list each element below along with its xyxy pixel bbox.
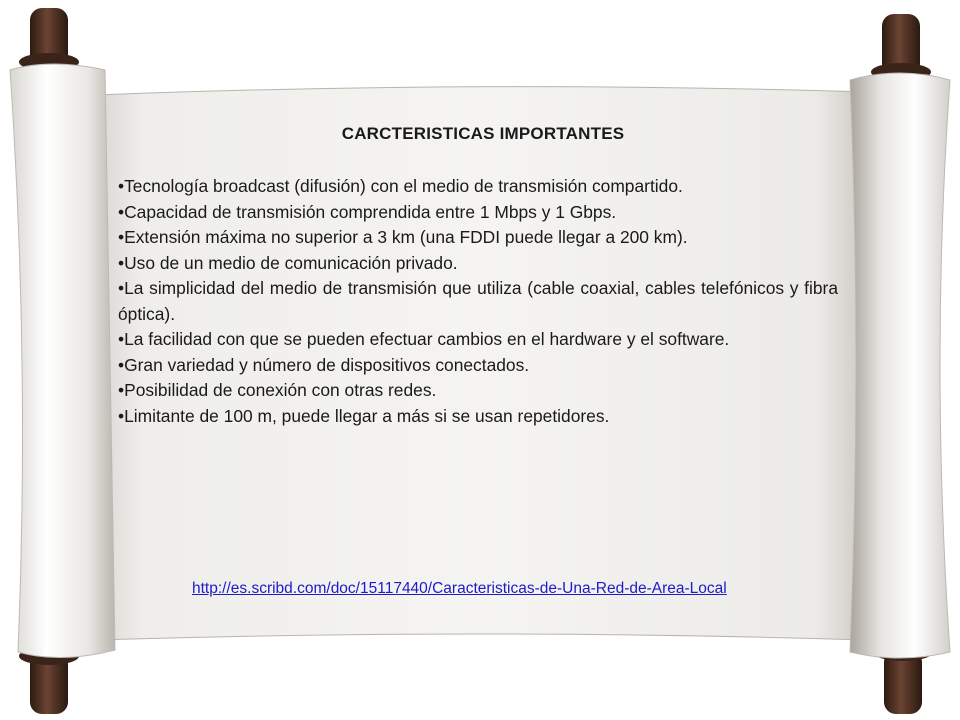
list-item: • Gran variedad y número de dispositivos conectados. xyxy=(118,353,838,379)
list-item: • Capacidad de transmisión comprendida entre 1 Mbps y 1 Gbps. xyxy=(118,200,838,226)
list-item: • Uso de un medio de comunicación privado. xyxy=(118,251,838,277)
list-item: • La facilidad con que se pueden efectuar cambios en el hardware y el software. xyxy=(118,327,838,353)
list-item: • Posibilidad de conexión con otras redes. xyxy=(118,378,838,404)
page-title: CARCTERISTICAS IMPORTANTES xyxy=(341,124,625,143)
list-item: • Limitante de 100 m, puede llegar a más si se usan repetidores. xyxy=(118,404,838,430)
list-item: • Extensión máxima no superior a 3 km (una FDDI puede llegar a 200 km). xyxy=(118,225,838,251)
list-item: • Tecnología broadcast (difusión) con el medio de transmisión compartido. xyxy=(118,174,838,200)
source-link[interactable]: http://es.scribd.com/doc/15117440/Caracteristicas-de-Una-Red-de-Area-Local xyxy=(192,580,727,597)
characteristics-list xyxy=(118,174,838,429)
document-body xyxy=(118,124,838,429)
list-item: • La simplicidad del medio de transmisión que utiliza (cable coaxial, cables telefónicos y fibra óptica). xyxy=(118,276,838,327)
